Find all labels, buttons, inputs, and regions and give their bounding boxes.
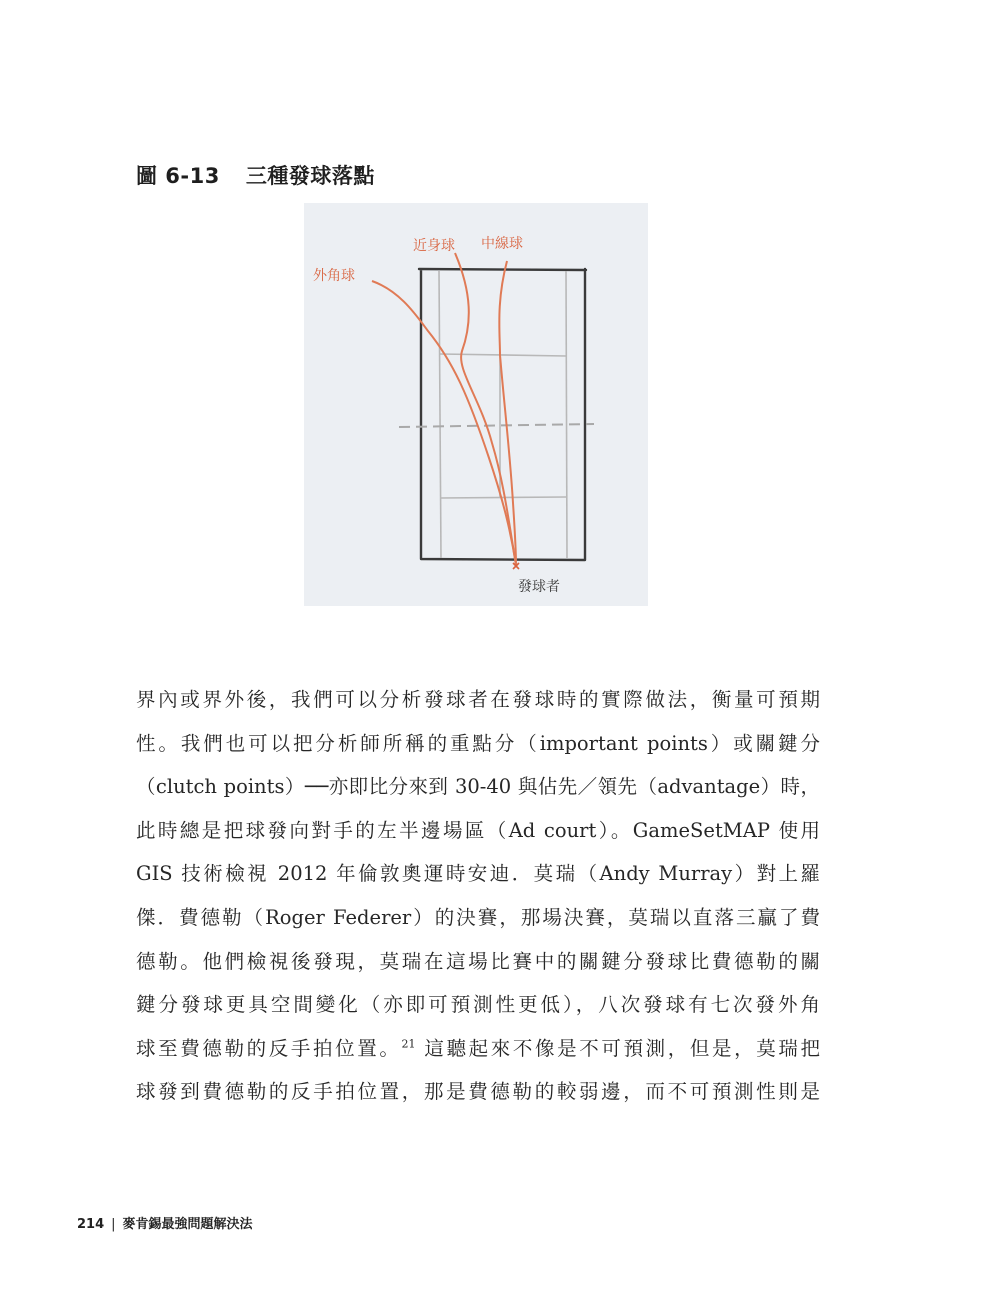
text-line: 傑．費德勒（Roger Federer）的決賽，那場決賽，莫瑞以直落三贏了費	[136, 905, 820, 929]
service-line-top	[440, 354, 566, 356]
text-line: GIS 技術檢視 2012 年倫敦奧運時安迪．莫瑞（Andy Murray）對上羅	[136, 862, 820, 886]
net-line	[399, 424, 594, 427]
serve-placement-diagram	[304, 203, 648, 606]
label-t-serve: 中線球	[481, 236, 523, 252]
text-line: 界內或界外後，我們可以分析發球者在發球時的實際做法，衡量可預期	[136, 688, 820, 711]
page-footer	[77, 1213, 253, 1232]
page-number: 214	[77, 1217, 105, 1232]
text-line: 性。我們也可以把分析師所稱的重點分（important points）或關鍵分	[136, 731, 820, 755]
figure-number: 圖 6-13	[136, 164, 220, 188]
body-paragraph	[136, 678, 820, 1114]
text-line: 德勒。他們檢視後發現，莫瑞在這場比賽中的關鍵分發球比費德勒的關	[136, 949, 820, 973]
figure-caption: 三種發球落點	[245, 164, 375, 188]
court-outer-line	[419, 269, 586, 560]
court-sketch	[304, 203, 648, 606]
trajectory-wide	[372, 281, 516, 565]
text-line: 此時總是把球發向對手的左半邊場區（Ad court）。GameSetMAP 使用	[136, 818, 820, 842]
book-title: 麥肯錫最強問題解決法	[122, 1217, 253, 1232]
label-body-serve: 近身球	[413, 238, 455, 254]
singles-sideline-left	[439, 271, 441, 558]
text-segment: 球至費德勒的反手拍位置。	[136, 1036, 402, 1060]
label-wide-serve: 外角球	[313, 268, 355, 284]
text-line: 球發到費德勒的反手拍位置，那是費德勒的較弱邊，而不可預測性則是	[136, 1080, 820, 1104]
text-line: （clutch points）──亦即比分來到 30-40 與佔先／領先（advantage）時，	[136, 775, 820, 799]
figure-title	[136, 160, 375, 190]
text-segment: 這聽起來不像是不可預測，但是，莫瑞把	[424, 1036, 820, 1060]
label-server: 發球者	[518, 579, 560, 595]
service-line-bottom	[440, 497, 566, 498]
text-line: 鍵分發球更具空間變化（亦即可預測性更低），八次發球有七次發外角	[136, 993, 820, 1017]
singles-sideline-right	[566, 271, 567, 558]
text-line-with-footnote	[136, 1027, 820, 1071]
footer-separator: |	[111, 1217, 116, 1232]
footnote-ref: 21	[401, 1037, 416, 1051]
